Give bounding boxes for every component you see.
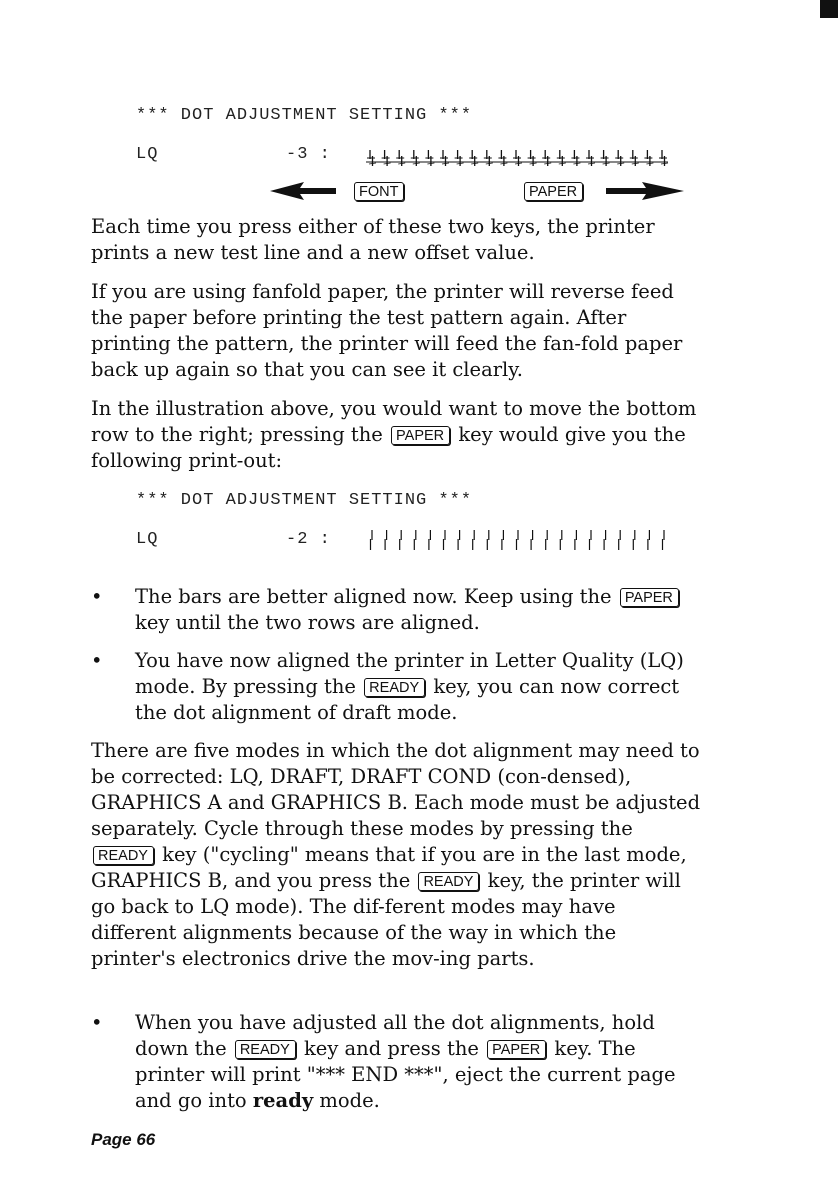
sample2-offset: -2 :: [286, 530, 331, 549]
sample1-offset: -3 :: [286, 145, 331, 164]
paragraph-modes: There are five modes in which the dot alignment may need to be corrected: LQ, DRAFT, DRAFT COND (con-densed), GRAPHICS A and GRAPHICS B. Each mode must be adjusted separately. Cycle through these modes by pressing the READY key ("cycling" means that if you are in the last mode, GRAPHICS B, and you press the READY key, the printer will go back to LQ mode). The dif-ferent modes may have different alignments because of the way in which the printer's electronics drive the mov-ing parts.: [91, 739, 701, 970]
font-key: FONT: [352, 180, 406, 202]
paragraph-illustration: In the illustration above, you would want to move the bottom row to the right; pressing the PAPER key would give you the following print-out:: [91, 397, 697, 472]
paper-key-inline: PAPER: [620, 588, 679, 607]
bullet-dot: •: [91, 1011, 103, 1034]
ready-key-inline: READY: [93, 846, 154, 865]
bullet-dot: •: [91, 649, 103, 672]
sample2-mode: LQ: [136, 530, 159, 549]
bullet-item-aligned: • The bars are better aligned now. Keep using the PAPER key until the two rows are aligned.: [91, 584, 701, 636]
paper-key: PAPER: [522, 180, 585, 202]
sample1-mode: LQ: [136, 145, 159, 164]
paper-key-inline: PAPER: [487, 1040, 546, 1059]
paragraph-keys: Each time you press either of these two keys, the printer prints a new test line and a new offset value.: [91, 215, 655, 264]
ready-key-inline: READY: [418, 872, 479, 891]
sample1-heading: *** DOT ADJUSTMENT SETTING ***: [136, 106, 473, 125]
bullet-item-finish: • When you have adjusted all the dot alignments, hold down the READY key and press the PAPER key. The printer will print "*** END ***", eject the current page and go into ready mode.: [91, 1011, 676, 1112]
paragraph-fanfold: If you are using fanfold paper, the printer will reverse feed the paper before printing the test pattern again. After printing the pattern, the printer will feed the fan-fold paper back up again so that you can see it clearly.: [91, 280, 683, 381]
bullet-item-lq-mode: • You have now aligned the printer in Letter Quality (LQ) mode. By pressing the READY key, you can now correct the dot alignment of draft mode.: [91, 649, 684, 724]
ready-key-inline: READY: [235, 1040, 296, 1059]
bullet-dot: •: [91, 585, 103, 608]
ready-mode-term: ready: [252, 1089, 314, 1112]
ready-key-inline: READY: [364, 678, 425, 697]
page-number: Page 66: [91, 1130, 156, 1149]
paper-key-inline: PAPER: [391, 426, 450, 445]
sample2-heading: *** DOT ADJUSTMENT SETTING ***: [136, 491, 473, 510]
